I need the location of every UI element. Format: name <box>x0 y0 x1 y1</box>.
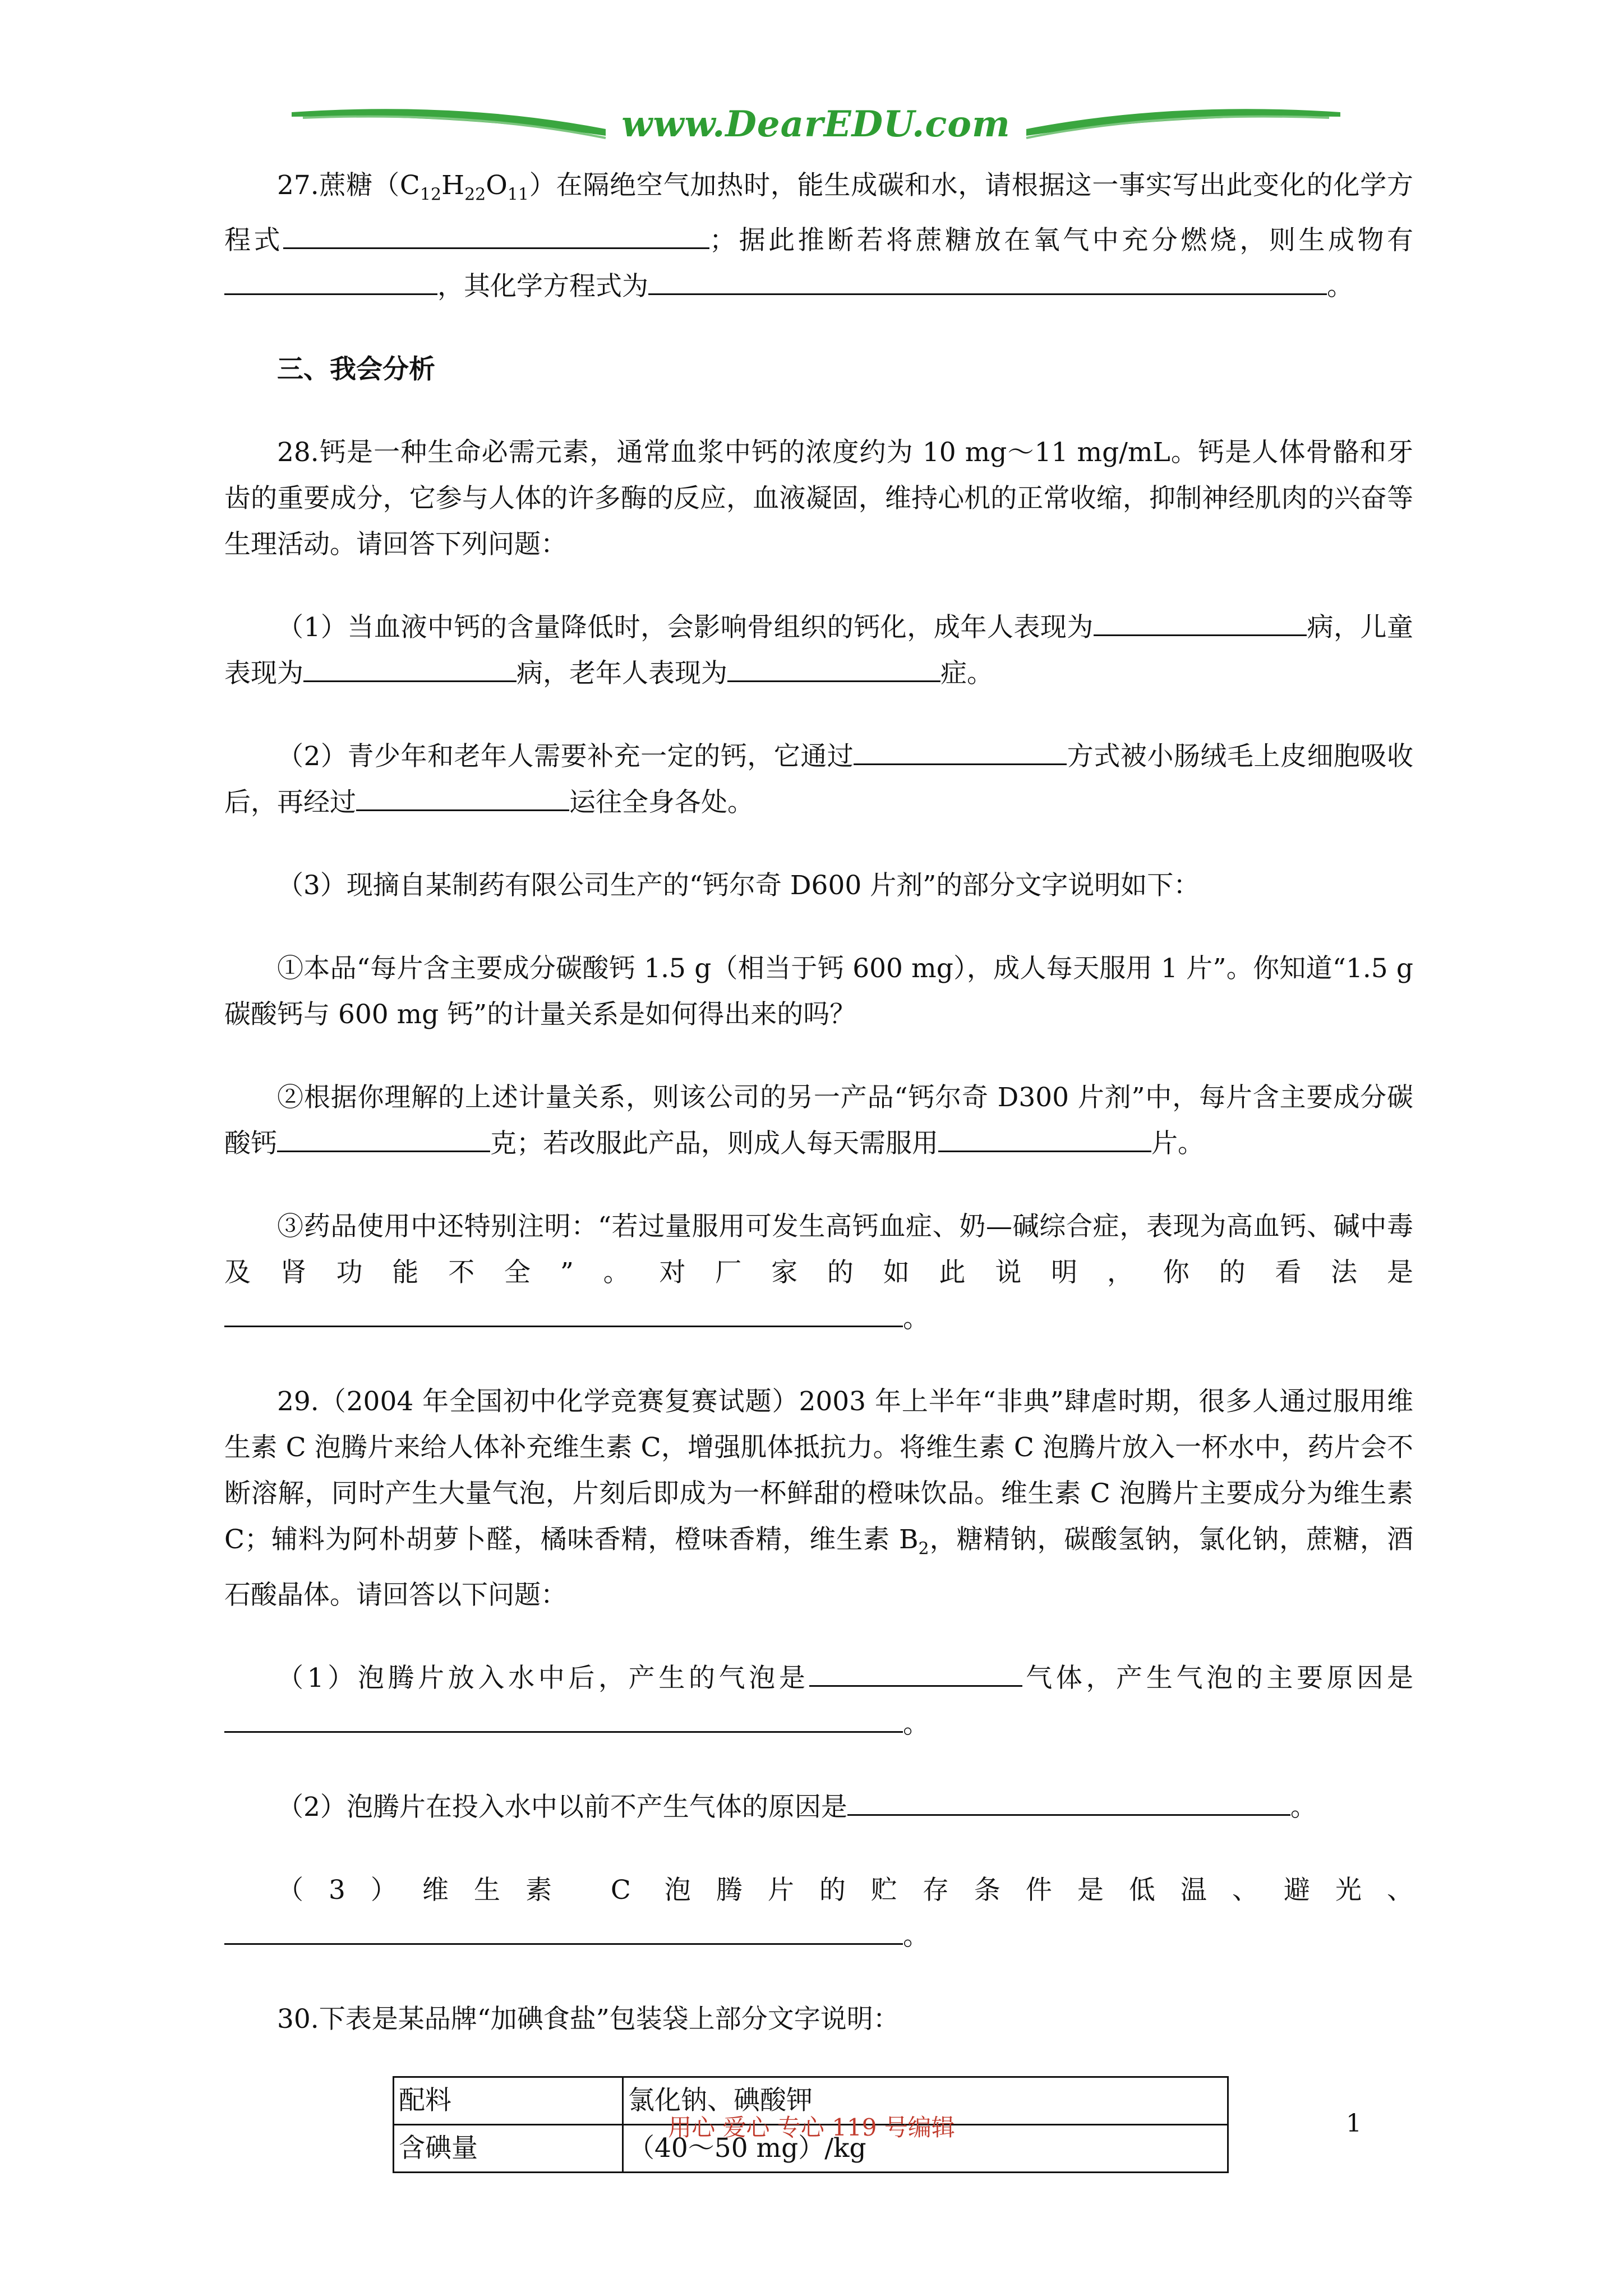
q29-3-text-b: 。 <box>903 1920 929 1952</box>
page-header <box>292 95 1340 157</box>
q28-2-text-a: （2）青少年和老年人需要补充一定的钙，它通过 <box>277 741 854 772</box>
question-28-item-3 <box>224 1204 1413 1342</box>
q29-2-text-b: 。 <box>1290 1791 1317 1823</box>
q29-intro-text-1: 29.（2004 年全国初中化学竞赛复赛试题）2003 年上半年“非典”肆虐时期，很多人通过服用维生素 C 泡腾片来给人体补充维生素 C，增强肌体抵抗力。将维生素 C 泡腾片放入一杯水中，药片会不断溶解，同时产生大量气泡，片刻后即成为一杯鲜甜的橙味饮品。维生素 C 泡腾片主要成分为维生素 C；辅料为阿朴胡萝卜醛，橘味香精，橙味香精，维生素 B <box>224 1386 1413 1556</box>
q27-subscript-h: 22 <box>464 185 486 205</box>
page-number: 1 <box>1346 2109 1362 2138</box>
answer-blank[interactable] <box>303 651 517 682</box>
q29-1-text-a: （1）泡腾片放入水中后，产生的气泡是 <box>277 1662 809 1694</box>
answer-blank[interactable] <box>224 1296 903 1327</box>
q27-text-h: H <box>441 170 465 201</box>
q29-subscript-b2: 2 <box>918 1539 929 1559</box>
question-28-part-3: （3）现摘自某制药有限公司生产的“钙尔奇 D600 片剂”的部分文字说明如下： <box>277 870 1200 901</box>
question-28-item-1: ①本品“每片含主要成分碳酸钙 1.5 g（相当于钙 600 mg），成人每天服用 1 片”。你知道“1.5 g 碳酸钙与 600 mg 钙”的计量关系是如何得出来的吗？ <box>224 953 1413 1030</box>
q28-1-text-b: 病，儿童表现为 <box>224 612 1414 689</box>
question-29-part-2 <box>224 1784 1413 1830</box>
question-28-item-2 <box>224 1075 1413 1167</box>
q27-text-3: ；据此推断若将蔗糖放在氧气中充分燃烧，则生成物有 <box>709 225 1414 256</box>
answer-blank[interactable] <box>277 1121 490 1152</box>
q29-3-text-a: （3）维生素 C 泡腾片的贮存条件是低温、避光、 <box>277 1874 1413 1906</box>
q29-1-text-c: 。 <box>903 1708 929 1740</box>
header-brand: www.DearEDU.com <box>621 103 1011 145</box>
question-27 <box>224 163 1413 310</box>
answer-blank[interactable] <box>283 218 709 249</box>
question-29-part-1 <box>224 1655 1413 1747</box>
table-cell: （40～50 mg）/kg <box>623 2124 1228 2172</box>
q27-text-4: ，其化学方程式为 <box>437 271 648 302</box>
answer-blank[interactable] <box>224 1702 903 1733</box>
answer-blank[interactable] <box>938 1121 1151 1152</box>
question-30-intro: 30.下表是某品牌“加碘食盐”包装袋上部分文字说明： <box>277 2003 900 2035</box>
answer-blank[interactable] <box>1094 605 1307 636</box>
q27-text-5: 。 <box>1327 271 1353 302</box>
q29-intro-text-2: ，糖精钠，碳酸氢钠，氯化钠，蔗糖，酒石酸晶体。请回答以下问题： <box>224 1524 1413 1611</box>
document-content <box>224 163 1413 2173</box>
section-heading: 三、我会分析 <box>277 354 435 385</box>
q28-c2-text-c: 片。 <box>1151 1128 1204 1159</box>
q28-c2-text-b: 克；若改服此产品，则成人每天需服用 <box>490 1128 938 1159</box>
q28-c2-text-a: ②根据你理解的上述计量关系，则该公司的另一产品“钙尔奇 D300 片剂”中，每片含主要成分碳酸钙 <box>224 1082 1413 1159</box>
question-29-part-3 <box>224 1867 1413 1959</box>
page-footer: 用心 爱心 专心 119 号编辑 <box>668 2114 955 2141</box>
q28-2-text-c: 运往全身各处。 <box>569 787 754 818</box>
answer-blank[interactable] <box>648 264 1327 295</box>
answer-blank[interactable] <box>224 264 437 295</box>
q27-text-1: 27.蔗糖（C <box>277 170 420 201</box>
q27-subscript-c: 12 <box>419 185 442 205</box>
q28-2-text-b: 方式被小肠绒毛上皮细胞吸收后，再经过 <box>224 741 1414 818</box>
q28-c3-text-a: ③药品使用中还特别注明：“若过量服用可发生高钙血症、奶—碱综合症，表现为高血钙、碱中毒及肾功能不全”。对厂家的如此说明，你的看法是 <box>224 1211 1413 1289</box>
q28-c3-text-b: 。 <box>903 1303 929 1335</box>
answer-blank[interactable] <box>809 1656 1022 1687</box>
answer-blank[interactable] <box>224 1914 903 1945</box>
table-cell: 配料 <box>394 2077 623 2124</box>
question-28-intro: 28.钙是一种生命必需元素，通常血浆中钙的浓度约为 10 mg～11 mg/mL。钙是人体骨骼和牙齿的重要成分，它参与人体的许多酶的反应，血液凝固，维持心机的正常收缩，抑制神经肌肉的兴奋等生理活动。请回答下列问题： <box>224 437 1413 560</box>
question-28-part-1 <box>224 605 1413 697</box>
q27-text-2: ）在隔绝空气加热时，能生成碳和水，请根据这一事实写出此变化的化学方程式 <box>224 170 1414 256</box>
question-29-intro <box>224 1379 1413 1618</box>
q28-1-text-d: 症。 <box>940 658 993 689</box>
q29-2-text-a: （2）泡腾片在投入水中以前不产生气体的原因是 <box>277 1791 847 1823</box>
q29-1-text-b: 气体，产生气泡的主要原因是 <box>1022 1662 1414 1694</box>
question-28-part-2 <box>224 734 1413 826</box>
answer-blank[interactable] <box>356 780 569 811</box>
q28-1-text-a: （1）当血液中钙的含量降低时，会影响骨组织的钙化，成年人表现为 <box>277 612 1094 643</box>
answer-blank[interactable] <box>847 1785 1290 1816</box>
table-cell: 氯化钠、碘酸钾 <box>623 2077 1228 2124</box>
answer-blank[interactable] <box>727 651 940 682</box>
table-cell: 含碘量 <box>394 2124 623 2172</box>
q27-text-o: O <box>486 170 508 201</box>
answer-blank[interactable] <box>854 734 1067 765</box>
q28-1-text-c: 病，老年人表现为 <box>517 658 727 689</box>
q27-subscript-o: 11 <box>507 185 529 205</box>
